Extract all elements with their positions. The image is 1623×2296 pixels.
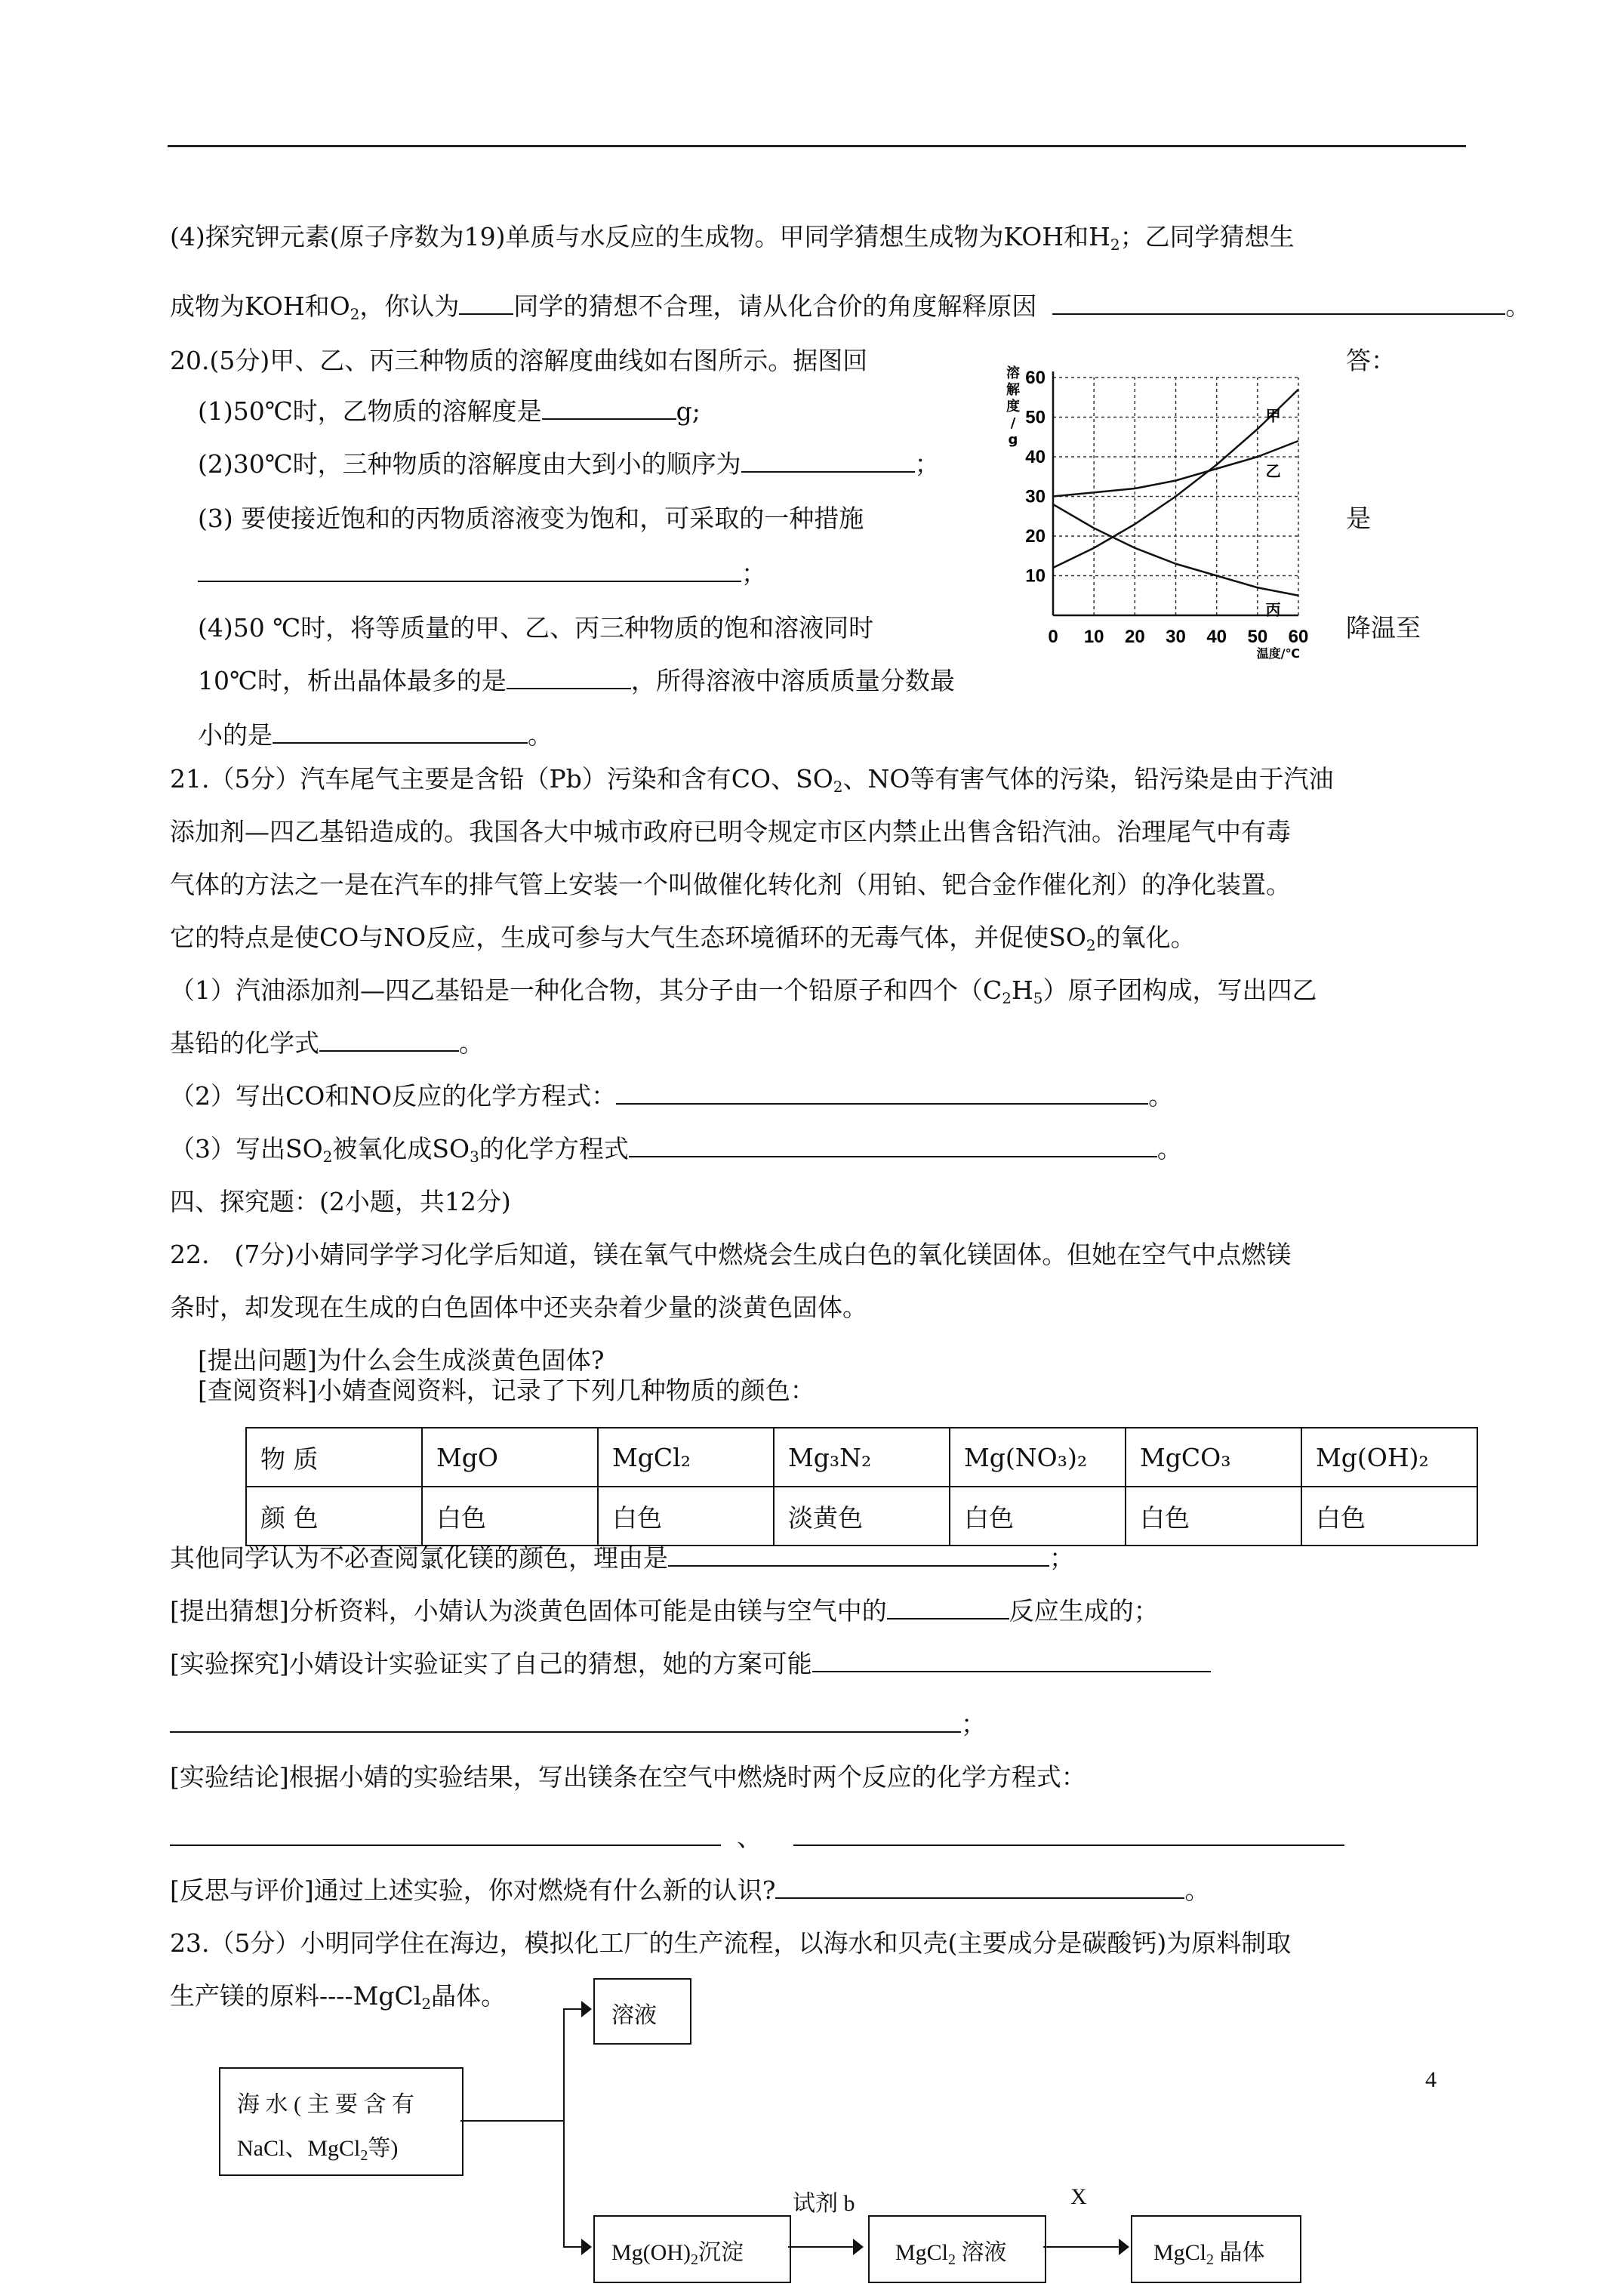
arrow-head-icon [581,2001,592,2017]
q22-line1: 22. (7分)小婧同学学习化学后知道，镁在氧气中燃烧会生成白色的氧化镁固体。但她在空气中点燃镁 [170,1240,1292,1269]
y-tick-label: 60 [1025,368,1046,388]
answer-blank[interactable] [170,1822,721,1846]
q22-line8: ； [170,1708,986,1741]
connector-line [563,2008,565,2247]
table-cell: 白色 [422,1487,598,1546]
q21-line3: 气体的方法之一是在汽车的排气管上安装一个叫做催化转化剂（用铂、钯合金作催化剂）的净化装置。 [170,870,1291,899]
connector-line [1043,2246,1122,2248]
answer-blank[interactable] [775,1875,1184,1899]
mgcl2-crystal-label: MgCl$_2$ 晶体 [1153,2240,1265,2268]
answer-blank[interactable] [668,1542,1049,1567]
x-tick-label: 40 [1206,627,1227,647]
q19-4-line1: (4)探究钾元素(原子序数为19)单质与水反应的生成物。甲同学猜想生成物为KOH和$H_2$；乙同学猜想生 [170,222,1295,254]
answer-blank[interactable] [507,665,631,689]
q20-p4-line2: 10℃时，析出晶体最多的是 ，所得溶液中溶质质量分数最 [198,666,955,695]
y-tick-label: 50 [1025,407,1046,428]
answer-blank[interactable] [1052,291,1505,315]
y-tick-label: 40 [1025,447,1046,467]
arrow-head-icon [853,2239,864,2255]
solution-label: 溶液 [611,2002,657,2029]
answer-blank[interactable] [542,396,676,420]
q21-line4: 它的特点是使CO与NO反应，生成可参与大气生态环境循环的无毒气体，并促使$SO_2$的氧化。 [170,923,1196,954]
mgcl2-solution-label: MgCl$_2$ 溶液 [895,2240,1007,2268]
table-cell: Mg(OH)₂ [1301,1428,1477,1487]
table-cell: 物 质 [246,1428,422,1487]
q21-p2: （2）写出CO和NO反应的化学方程式： 。 [170,1081,1174,1111]
q20-p1: (1)50℃时，乙物质的溶解度是 g; [198,396,701,426]
seawater-label: 海 水 ( 主 要 含 有 [237,2092,414,2117]
x-label: X [1070,2184,1087,2209]
q22-line4: [查阅资料]小婧查阅资料，记录了下列几种物质的颜色： [198,1376,815,1405]
q21-p1: （1）汽油添加剂—四乙基铅是一种化合物，其分子由一个铅原子和四个$(C_2H_5)$原子团构成，写出四乙 [170,975,1317,1007]
q20-p4: (4)50 ℃时，将等质量的甲、乙、丙三种物质的饱和溶液同时 [198,613,874,643]
mgcl2-crystal-box [1131,2215,1301,2283]
table-cell: 白色 [1301,1487,1477,1546]
series-label: 甲 [1265,406,1281,425]
table-cell: 淡黄色 [774,1487,950,1546]
q20-p4-line3: 小的是 。 [198,720,553,750]
series-label: 乙 [1265,461,1281,480]
y-tick-label: 10 [1025,566,1046,587]
answer-blank[interactable] [459,291,513,315]
y-axis-label-char: 解 [1006,382,1020,398]
q20-p4-end: 降温至 [1346,613,1421,643]
y-axis-label-char: 溶 [1006,365,1020,381]
seawater-box [219,2067,463,2176]
header-rule [168,145,1466,147]
table-cell: Mg(NO₃)₂ [950,1428,1126,1487]
connector-line [788,2246,856,2248]
q19-4-line2: 成物为KOH和$O_2$，你认为 同学的猜想不合理，请从化合价的角度解释原因 。 [170,291,1531,323]
table-cell: 白色 [950,1487,1126,1546]
q22-line7: [实验探究]小婧设计实验证实了自己的猜想，她的方案可能 [170,1647,1211,1681]
q22-line9: [实验结论]根据小婧的实验结果，写出镁条在空气中燃烧时两个反应的化学方程式： [170,1762,1086,1792]
page-number: 4 [1425,2067,1437,2092]
table-cell: MgCl₂ [598,1428,774,1487]
y-axis-label-char: g [1008,432,1018,448]
seawater-label-2: NaCl、MgCl$_2$等) [237,2136,399,2164]
table-cell: 白色 [1126,1487,1301,1546]
table-row [246,1487,1477,1546]
table-cell: MgO [422,1428,598,1487]
y-axis-label-char: 度 [1006,399,1020,415]
answer-blank[interactable] [273,720,528,744]
x-tick-label: 10 [1083,627,1104,647]
table-cell: 白色 [598,1487,774,1546]
reagent-b-label: 试剂 b [793,2191,855,2216]
color-table [245,1427,1478,1546]
table-cell: Mg₃N₂ [774,1428,950,1487]
section-title: 四、探究题：(2小题，共12分) [170,1187,511,1216]
q21-line2: 添加剂—四乙基铅造成的。我国各大中城市政府已明令规定市区内禁止出售含铅汽油。治理尾气中有毒 [170,817,1291,846]
answer-blank[interactable] [198,558,741,582]
q22-line2: 条时，却发现在生成的白色固体中还夹杂着少量的淡黄色固体。 [170,1293,867,1322]
x-tick-label: 30 [1166,627,1186,647]
q21-line1: 21.（5分）汽车尾气主要是含铅（Pb）污染和含有CO、$SO_2$、NO等有害气体的污染，铅污染是由于汽油 [170,764,1334,796]
answer-blank[interactable] [616,1080,1148,1105]
x-axis-label: 温度/℃ [1256,646,1300,661]
series-label: 丙 [1265,600,1281,619]
answer-blank[interactable] [170,1709,961,1733]
table-cell: MgCO₃ [1126,1428,1301,1487]
q22-line5: 其他同学认为不必查阅氯化镁的颜色，理由是 ； [170,1543,1074,1573]
q20-intro-end: 答： [1346,346,1396,375]
x-tick-label: 60 [1288,627,1309,647]
mgcl2-solution-box [868,2215,1046,2283]
q22-line6: [提出猜想]分析资料，小婧认为淡黄色固体可能是由镁与空气中的 反应生成的； [170,1596,1159,1626]
mgoh2-box [593,2215,791,2283]
answer-blank[interactable] [812,1648,1211,1672]
y-axis-label-char: / [1010,415,1016,431]
connector-line [460,2120,565,2122]
table-row [246,1428,1477,1487]
mgoh2-label: $Mg(OH)_2$沉淀 [611,2240,744,2268]
x-tick-label: 0 [1048,627,1058,647]
answer-blank[interactable] [629,1133,1157,1157]
q20-p3-end: 是 [1346,504,1371,533]
q21-p1-line2: 基铅的化学式 。 [170,1028,484,1058]
q21-p3: （3）写出$SO_2$被氧化成$SO_3$的化学方程式 。 [170,1134,1182,1166]
q22-line3: [提出问题]为什么会生成淡黄色固体? [198,1345,605,1375]
q20-p2: (2)30℃时，三种物质的溶解度由大到小的顺序为 ； [198,449,940,479]
q22-line11: [反思与评价]通过上述实验，你对燃烧有什么新的认识? 。 [170,1875,1210,1905]
q20-intro: 20.(5分)甲、乙、丙三种物质的溶解度曲线如右图所示。据图回 [170,346,868,375]
answer-blank[interactable] [793,1822,1344,1846]
q23-line2: 生产镁的原料----MgCl$_2$晶体。 [170,1981,507,2013]
solubility-chart [996,355,1329,664]
y-tick-label: 20 [1025,526,1046,547]
answer-blank[interactable] [741,448,915,473]
table-cell: 颜 色 [246,1487,422,1546]
y-tick-label: 30 [1025,486,1046,507]
x-tick-label: 20 [1124,627,1145,647]
arrow-head-icon [581,2239,592,2255]
q20-p3: (3) 要使接近饱和的丙物质溶液变为饱和，可采取的一种措施 [198,504,864,533]
q20-p3-blank-line: ； [198,557,766,590]
solution-box [593,1978,691,2045]
q22-line10: 、 [170,1821,1344,1854]
x-tick-label: 50 [1247,627,1268,647]
q23-line1: 23.（5分）小明同学住在海边，模拟化工厂的生产流程，以海水和贝壳(主要成分是碳酸钙)为原料制取 [170,1928,1292,1958]
answer-blank[interactable] [319,1028,459,1052]
answer-blank[interactable] [887,1595,1009,1620]
arrow-head-icon [1119,2239,1129,2255]
